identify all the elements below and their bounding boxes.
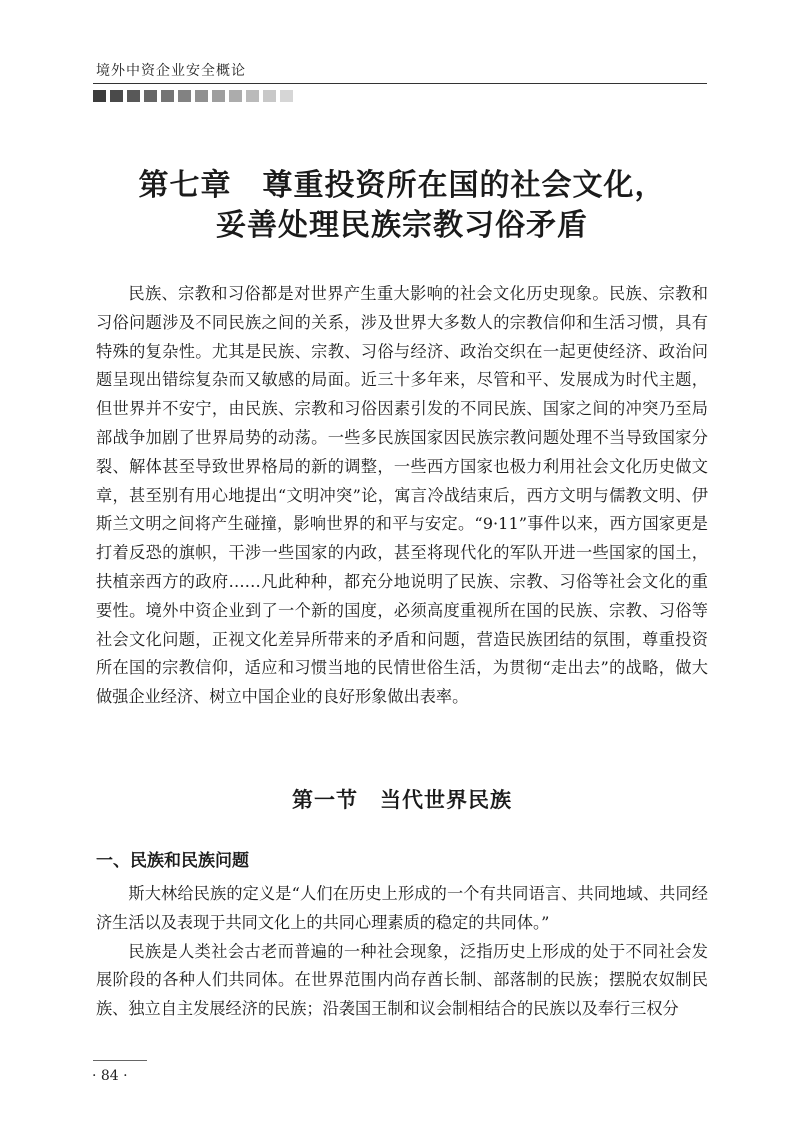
header-rule [93,83,707,84]
header-block [178,90,191,102]
header-block [110,90,123,102]
subsection-title: 一、民族和民族问题 [96,851,249,871]
header-gradient-blocks [93,90,293,104]
header-block [246,90,259,102]
running-header-title: 境外中资企业安全概论 [96,63,246,79]
header-block [161,90,174,102]
section-body [96,880,708,1024]
chapter-title [96,166,708,246]
header-block [280,90,293,102]
header-block [212,90,225,102]
header-block [263,90,276,102]
header-block [144,90,157,102]
page-number: · 84 · [92,1068,128,1084]
header-block [93,90,106,102]
footer-rule [93,1060,147,1061]
intro-text [96,280,708,712]
header-block [127,90,140,102]
header-block [229,90,242,102]
section-paragraph-2: 民族是人类社会古老而普遍的一种社会现象，泛指历史上形成的处于不同社会发展阶段的各种人们共同体。在世界范围内尚存酋长制、部落制的民族；摆脱农奴制民族、独立自主发展经济的民族；沿袭国王制和议会制相结合的民族以及奉行三权分 [96,941,708,1019]
intro-paragraph: 民族、宗教和习俗都是对世界产生重大影响的社会文化历史现象。民族、宗教和习俗问题涉及不同民族之间的关系，涉及世界大多数人的宗教信仰和生活习惯，具有特殊的复杂性。尤其是民族、宗教、习俗与经济、政治交织在一起更使经济、政治问题呈现出错综复杂而又敏感的局面。近三十多年来，尽管和平、发展成为时代主题，但世界并不安宁，由民族、宗教和习俗因素引发的不同民族、国家之间的冲突乃至局部战争加剧了世界局势的动荡。一些多民族国家因民族宗教问题处理不当导致国家分裂、解体甚至导致世界格局的新的调整，一些西方国家也极力利用社会文化历史做文章，甚至别有用心地提出“文明冲突”论，寓言冷战结束后，西方文明与儒教文明、伊斯兰文明之间将产生碰撞，影响世界的和平与安定。“9·11”事件以来，西方国家更是打着反恐的旗帜，干涉一些国家的内政，甚至将现代化的军队开进一些国家的国土，扶植亲西方的政府……凡此种种，都充分地说明了民族、宗教、习俗等社会文化的重要性。境外中资企业到了一个新的国度，必须高度重视所在国的民族、宗教、习俗等社会文化问题，正视文化差异所带来的矛盾和问题，营造民族团结的氛围，尊重投资所在国的宗教信仰，适应和习惯当地的民情世俗生活，为贯彻“走出去”的战略，做大做强企业经济、树立中国企业的良好形象做出表率。 [96,284,708,707]
chapter-title-line-2: 妥善处理民族宗教习俗矛盾 [216,208,588,243]
chapter-title-line-1: 第七章 尊重投资所在国的社会文化， [138,168,666,203]
section-title: 第一节 当代世界民族 [292,788,512,812]
section-paragraph-1: 斯大林给民族的定义是“人们在历史上形成的一个有共同语言、共同地域、共同经济生活以及表现于共同文化上的共同心理素质的稳定的共同体。” [96,884,708,932]
header-block [195,90,208,102]
